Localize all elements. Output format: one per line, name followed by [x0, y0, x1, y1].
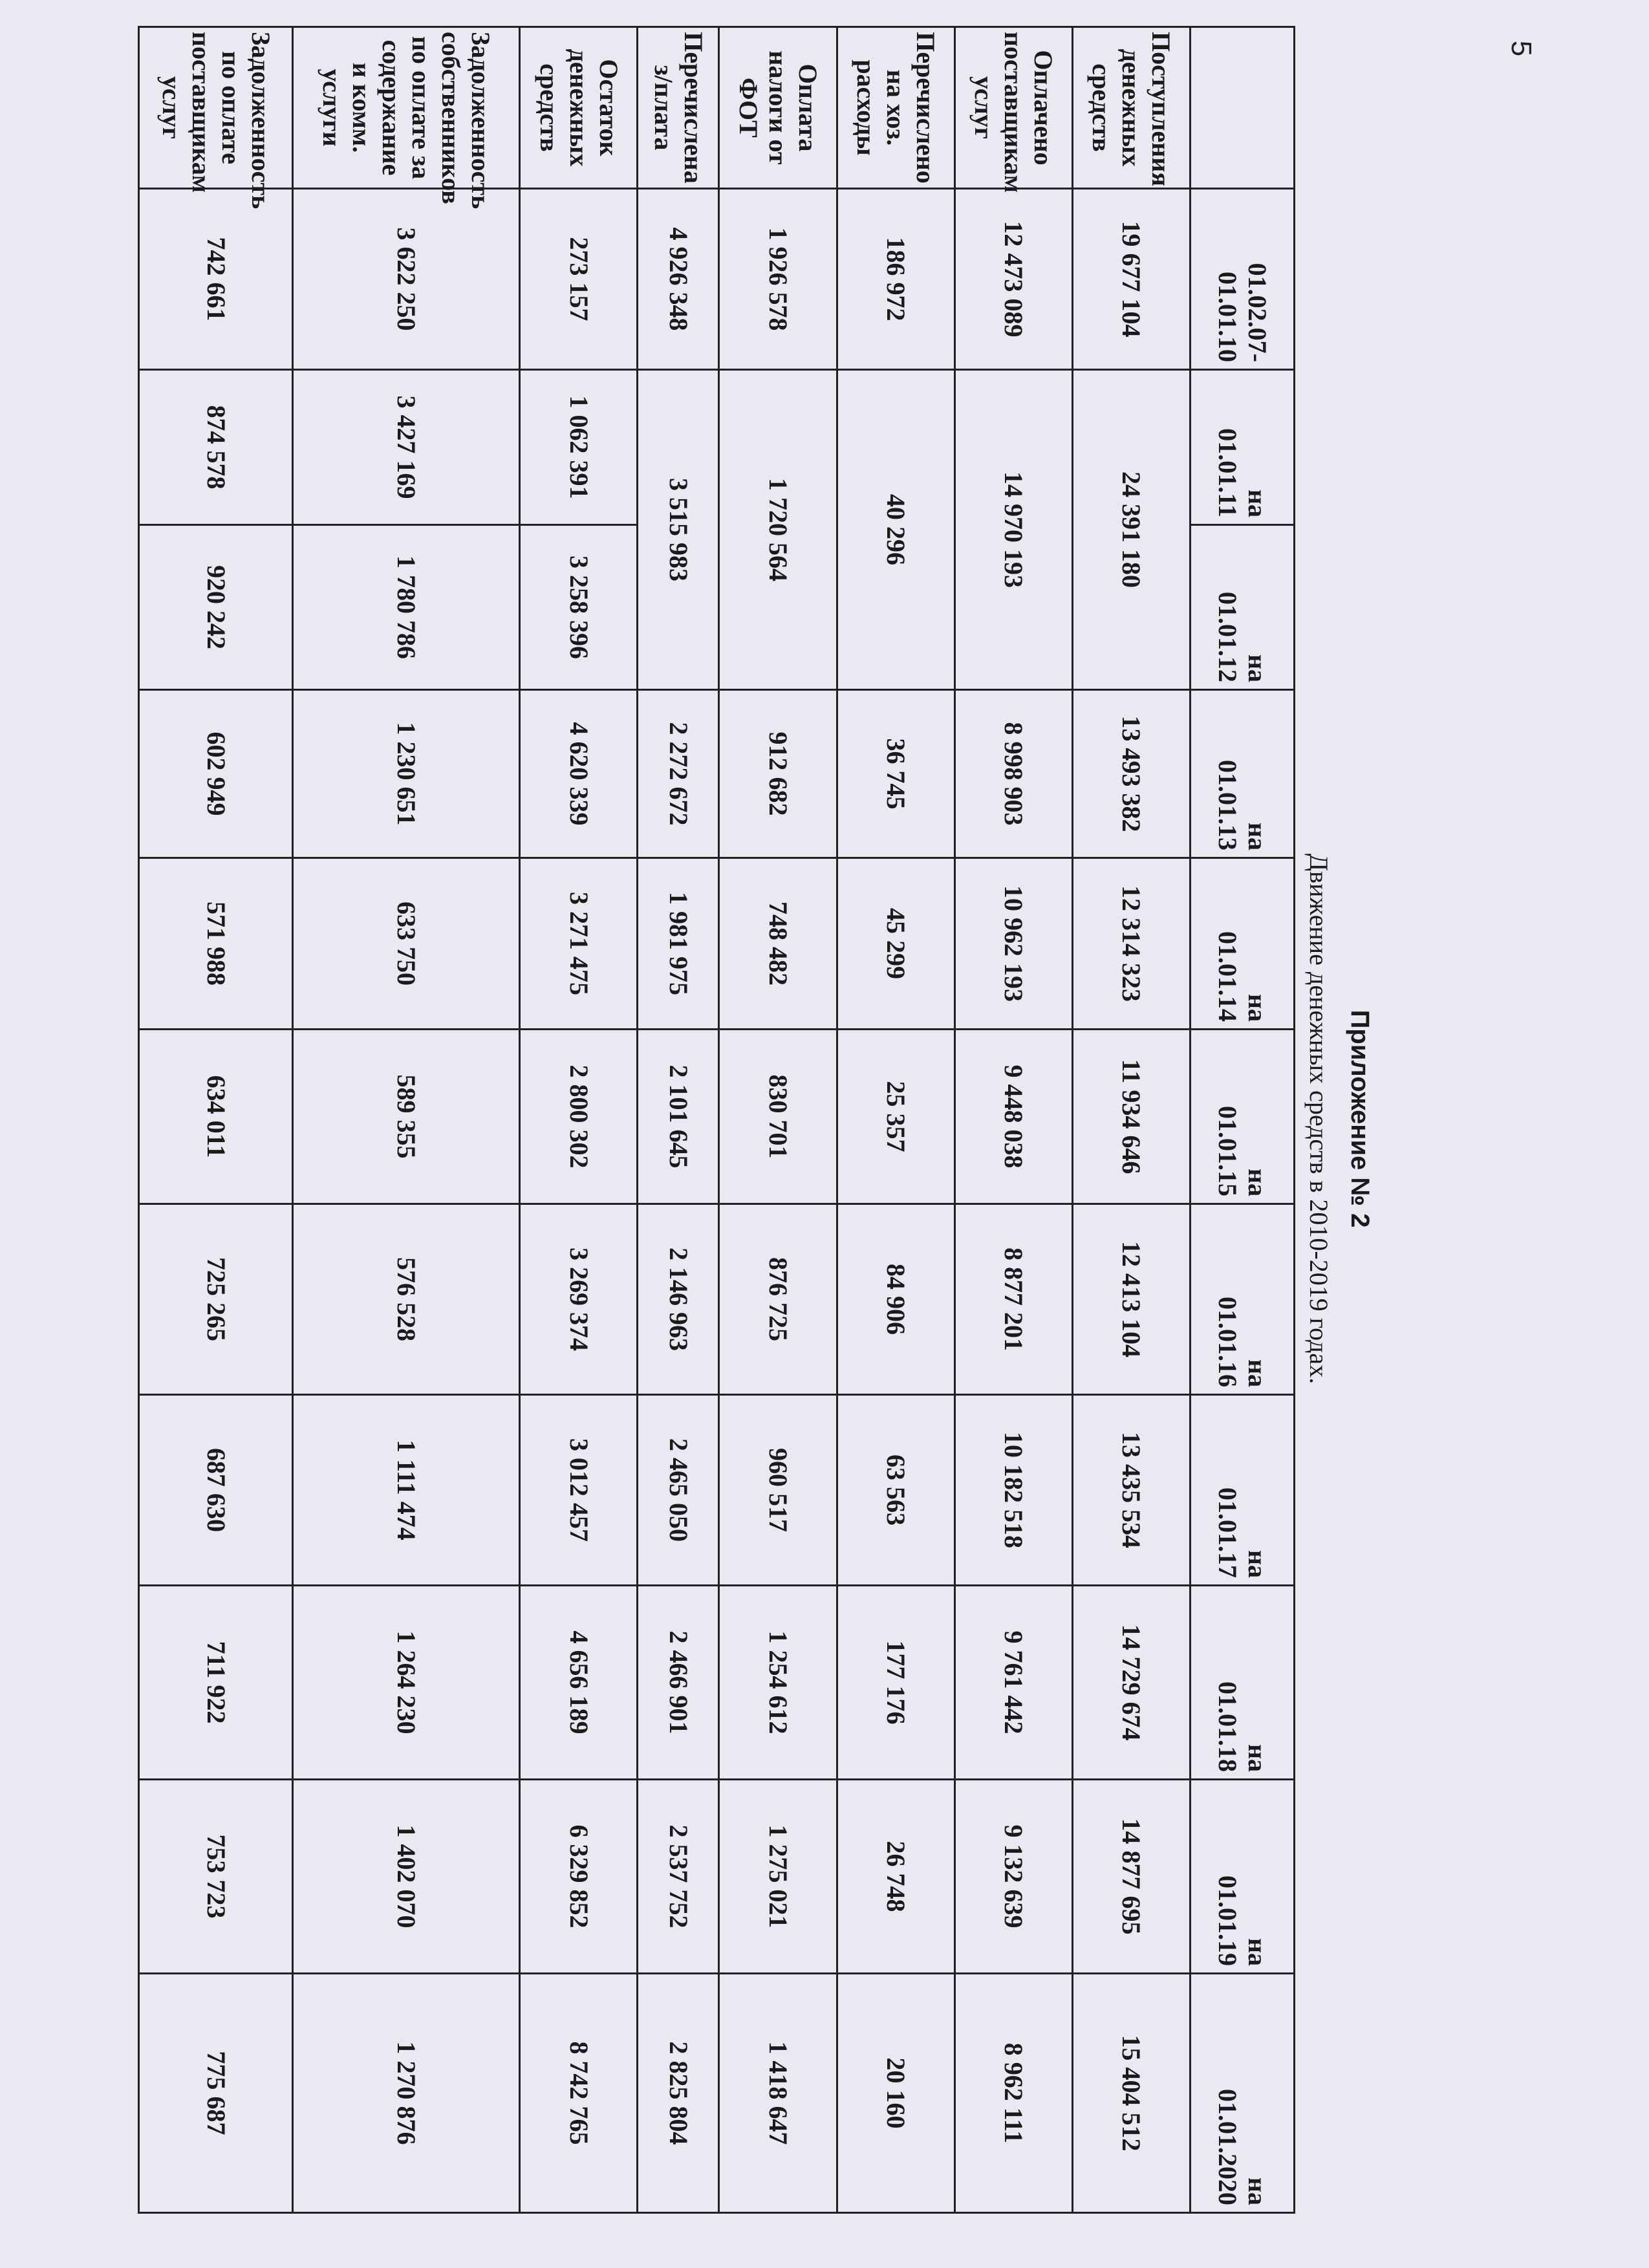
table-cell-merged: 40 296: [837, 370, 954, 690]
table-cell: 14 729 674: [1072, 1586, 1190, 1780]
table-cell: 2 800 302: [520, 1030, 638, 1204]
table-cell: 2 537 752: [638, 1780, 719, 1974]
table-cell: 13 493 382: [1072, 690, 1190, 858]
header-cell: на 01.01.14: [1191, 858, 1295, 1030]
table-cell: 687 630: [139, 1395, 293, 1586]
table-cell: 775 687: [139, 1974, 293, 2213]
table-cell: 1 402 070: [293, 1780, 520, 1974]
header-cell: на 01.01.2020: [1191, 1974, 1295, 2213]
table-cell: 589 355: [293, 1030, 520, 1204]
table-cell: 8 877 201: [954, 1204, 1072, 1395]
table-cell: 1 230 651: [293, 690, 520, 858]
row-label: Перечислено на хоз. расходы: [837, 27, 954, 189]
row-label: Оплата налоги от ФОТ: [719, 27, 837, 189]
row-label: Задолженность собственников по оплате за содержание и комм. услуги: [293, 27, 520, 189]
table-cell: 1 111 474: [293, 1395, 520, 1586]
table-cell: 19 677 104: [1072, 189, 1190, 370]
table-row: [139, 27, 293, 2213]
table-cell: 576 528: [293, 1204, 520, 1395]
table-row: [520, 27, 638, 2213]
header-cell: на 01.01.19: [1191, 1780, 1295, 1974]
table-cell: 13 435 534: [1072, 1395, 1190, 1586]
table-cell: 3 012 457: [520, 1395, 638, 1586]
table-cell: 12 314 323: [1072, 858, 1190, 1030]
table-cell: 876 725: [719, 1204, 837, 1395]
header-cell: на 01.01.15: [1191, 1030, 1295, 1204]
table-cell: 36 745: [837, 690, 954, 858]
table-cell: 3 622 250: [293, 189, 520, 370]
table-cell: 11 934 646: [1072, 1030, 1190, 1204]
header-cell: [1191, 27, 1295, 189]
table-cell: 4 656 189: [520, 1586, 638, 1780]
table-cell: 1 418 647: [719, 1974, 837, 2213]
cash-flow-table: [138, 26, 1295, 2214]
document-title: Приложение № 2: [1346, 1010, 1374, 1228]
table-cell: 9 448 038: [954, 1030, 1072, 1204]
table-cell: 20 160: [837, 1974, 954, 2213]
table-cell: 10 962 193: [954, 858, 1072, 1030]
row-label: Перечислена з/плата: [638, 27, 719, 189]
table-cell: 84 906: [837, 1204, 954, 1395]
table-cell: 10 182 518: [954, 1395, 1072, 1586]
table-cell: 9 132 639: [954, 1780, 1072, 1974]
table-cell: 1 062 391: [520, 370, 638, 525]
row-label: Поступления денежных средств: [1072, 27, 1190, 189]
table-cell: 1 780 786: [293, 525, 520, 690]
table-cell: 1 981 975: [638, 858, 719, 1030]
table-cell: 4 620 339: [520, 690, 638, 858]
table-cell: 920 242: [139, 525, 293, 690]
header-cell: на 01.01.12: [1191, 525, 1295, 690]
table-cell: 8 998 903: [954, 690, 1072, 858]
table-cell: 711 922: [139, 1586, 293, 1780]
table-row: [293, 27, 520, 2213]
table-cell: 830 701: [719, 1030, 837, 1204]
table-row: [954, 27, 1072, 2213]
table-cell: 912 682: [719, 690, 837, 858]
table-row: [837, 27, 954, 2213]
header-cell: на 01.01.13: [1191, 690, 1295, 858]
table-cell: 25 357: [837, 1030, 954, 1204]
table-cell: 63 563: [837, 1395, 954, 1586]
table-cell: 14 877 695: [1072, 1780, 1190, 1974]
table-header-row: [1191, 27, 1295, 2213]
table-row: [719, 27, 837, 2213]
table-cell: 45 299: [837, 858, 954, 1030]
row-label: Оплачено поставщикам услуг: [954, 27, 1072, 189]
table-cell: 3 269 374: [520, 1204, 638, 1395]
table-cell: 633 750: [293, 858, 520, 1030]
table-cell: 1 254 612: [719, 1586, 837, 1780]
table-cell: 186 972: [837, 189, 954, 370]
table-cell: 12 413 104: [1072, 1204, 1190, 1395]
table-cell: 3 427 169: [293, 370, 520, 525]
table-cell: 177 176: [837, 1586, 954, 1780]
table-cell: 725 265: [139, 1204, 293, 1395]
table-cell: 8 962 111: [954, 1974, 1072, 2213]
document-subtitle: Движение денежных средств в 2010-2019 годах.: [1304, 853, 1333, 1385]
table-cell: 9 761 442: [954, 1586, 1072, 1780]
table-cell: 2 272 672: [638, 690, 719, 858]
table-cell: 2 146 963: [638, 1204, 719, 1395]
table-cell: 4 926 348: [638, 189, 719, 370]
table-row: [638, 27, 719, 2213]
table-row: [1072, 27, 1190, 2213]
table-cell: 273 157: [520, 189, 638, 370]
table-cell: 6 329 852: [520, 1780, 638, 1974]
table-cell: 571 988: [139, 858, 293, 1030]
table-cell: 8 742 765: [520, 1974, 638, 2213]
table-cell: 3 271 475: [520, 858, 638, 1030]
header-cell: 01.02.07- 01.01.10: [1191, 189, 1295, 370]
header-cell: на 01.01.11: [1191, 370, 1295, 525]
table-cell-merged: 14 970 193: [954, 370, 1072, 690]
header-cell: на 01.01.18: [1191, 1586, 1295, 1780]
table-cell: 2 466 901: [638, 1586, 719, 1780]
table-cell: 753 723: [139, 1780, 293, 1974]
table-cell: 748 482: [719, 858, 837, 1030]
table-cell-merged: 3 515 983: [638, 370, 719, 690]
table-cell: 960 517: [719, 1395, 837, 1586]
table-cell: 2 825 804: [638, 1974, 719, 2213]
table-cell: 15 404 512: [1072, 1974, 1190, 2213]
table-cell: 2 101 645: [638, 1030, 719, 1204]
table-cell: 602 949: [139, 690, 293, 858]
header-cell: на 01.01.16: [1191, 1204, 1295, 1395]
table-cell: 1 270 876: [293, 1974, 520, 2213]
row-label: Остаток денежных средств: [520, 27, 638, 189]
table-cell: 874 578: [139, 370, 293, 525]
table-cell: 12 473 089: [954, 189, 1072, 370]
page-number: 5: [1505, 40, 1538, 57]
rotated-sheet: [133, 26, 1374, 2212]
table-cell: 26 748: [837, 1780, 954, 1974]
table-cell: 3 258 396: [520, 525, 638, 690]
header-cell: на 01.01.17: [1191, 1395, 1295, 1586]
table-cell: 2 465 050: [638, 1395, 719, 1586]
row-label: Задолженность по оплате поставщикам услуг: [139, 27, 293, 189]
table-cell: 1 275 021: [719, 1780, 837, 1974]
table-cell: 634 011: [139, 1030, 293, 1204]
table-cell: 742 661: [139, 189, 293, 370]
table-cell: 1 926 578: [719, 189, 837, 370]
table-cell-merged: 1 720 564: [719, 370, 837, 690]
table-cell-merged: 24 391 180: [1072, 370, 1190, 690]
table-cell: 1 264 230: [293, 1586, 520, 1780]
